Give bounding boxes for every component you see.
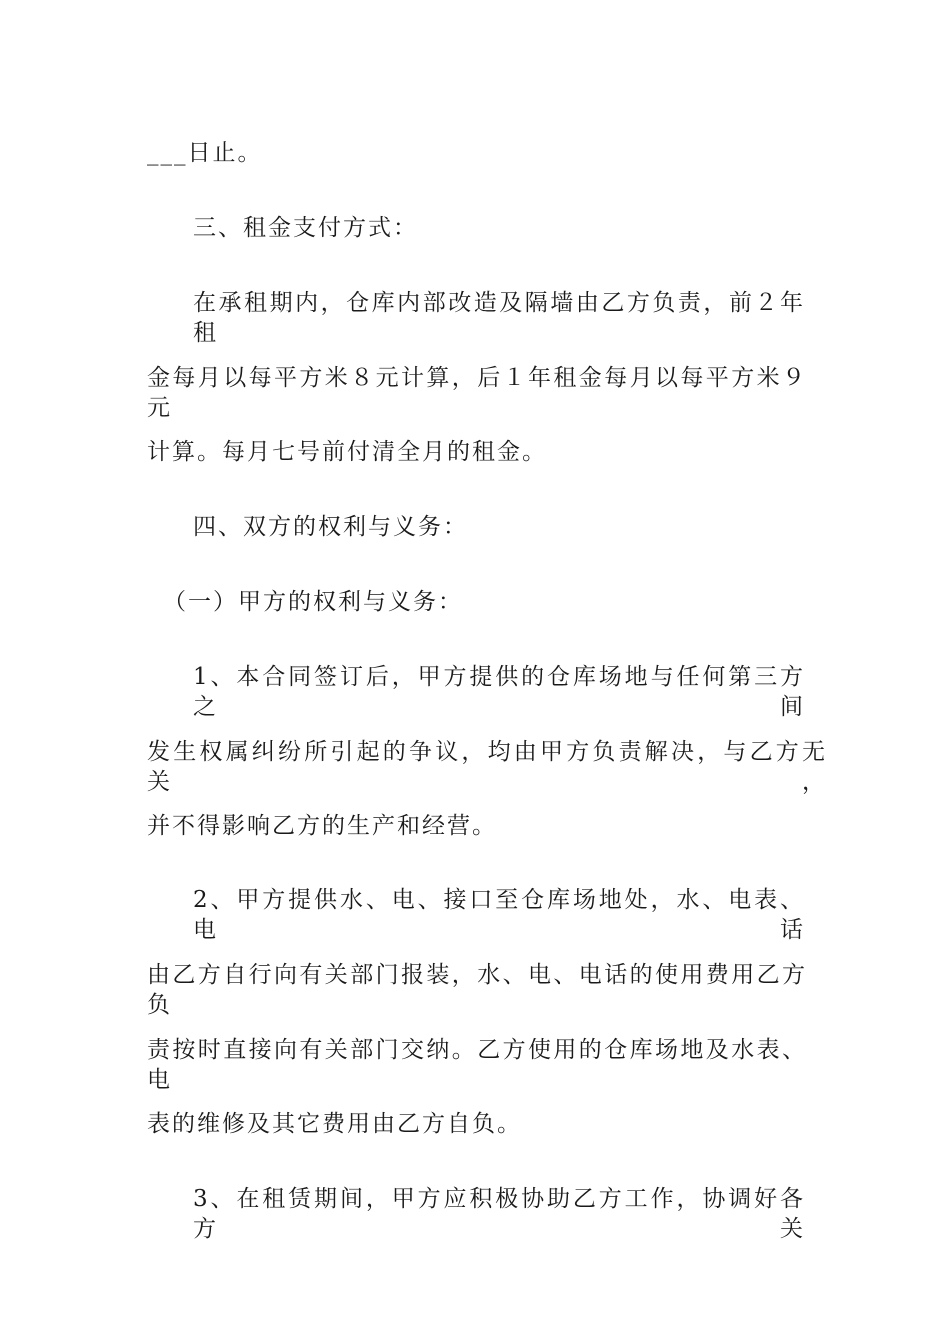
- clause-1-line-2: 发生权属纠纷所引起的争议，均由甲方负责解决，与乙方无关，: [147, 739, 827, 795]
- paragraph-line-rent-3: 计算。每月七号前付清全月的租金。: [147, 439, 547, 465]
- clause-2-line-3: 责按时直接向有关部门交纳。乙方使用的仓库场地及水表、电: [147, 1037, 807, 1093]
- clause-3-line-1: 3、在租赁期间，甲方应积极协助乙方工作，协调好各方关: [193, 1186, 805, 1242]
- clause-2-line-1: 2、甲方提供水、电、接口至仓库场地处，水、电表、电话: [193, 887, 805, 943]
- clause-1-line-3: 并不得影响乙方的生产和经营。: [147, 813, 497, 839]
- paragraph-line-end-date: ___日止。: [147, 140, 263, 166]
- clause-1-line-1: 1、本合同签订后，甲方提供的仓库场地与任何第三方之间: [193, 664, 805, 720]
- clause-2-line-2: 由乙方自行向有关部门报装，水、电、电话的使用费用乙方负: [147, 962, 807, 1018]
- section-heading-rent-payment: 三、租金支付方式：: [193, 215, 418, 241]
- clause-2-line-4: 表的维修及其它费用由乙方自负。: [147, 1111, 522, 1137]
- paragraph-line-rent-1: 在承租期内，仓库内部改造及隔墙由乙方负责，前２年租: [193, 290, 805, 346]
- subsection-heading-party-a: （一）甲方的权利与义务：: [163, 589, 463, 615]
- paragraph-line-rent-2: 金每月以每平方米８元计算，后１年租金每月以每平方米９元: [147, 365, 807, 421]
- section-heading-rights-obligations: 四、双方的权利与义务：: [193, 514, 468, 540]
